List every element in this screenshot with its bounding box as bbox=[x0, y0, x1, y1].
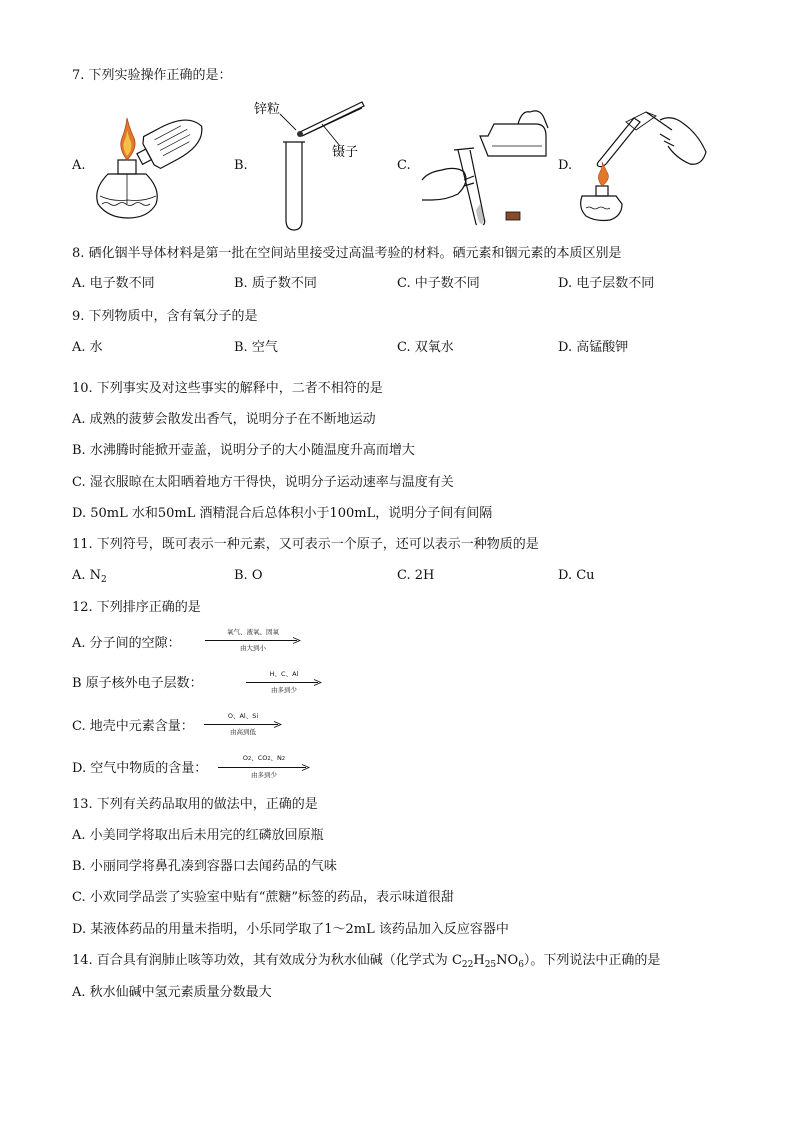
q12-stem: 12. 下列排序正确的是 bbox=[72, 600, 201, 615]
q8-option-a: A. 电子数不同 bbox=[72, 276, 155, 291]
q7-label-a: A. bbox=[72, 158, 86, 173]
q14-stem: 14. 百合具有润肺止咳等功效，其有效成分为秋水仙碱（化学式为 $C_{22}H_{25}NO_6$）。下列说法中正确的是 bbox=[72, 953, 661, 970]
q7-label-d: D. bbox=[558, 158, 573, 173]
q12-option-a-arrow: 氧气、液氧、固氧 由大到小 bbox=[205, 628, 301, 653]
q12-option-b-label: B 原子核外电子层数： bbox=[72, 676, 203, 691]
q9-stem: 9. 下列物质中，含有氧分子的是 bbox=[72, 309, 258, 324]
q11-option-d: D. Cu bbox=[558, 568, 595, 583]
q12-option-d-arrow: O2、CO2、N2 由多到少 bbox=[218, 754, 310, 780]
figure-c-pouring-liquid-icon bbox=[418, 100, 563, 225]
q7-label-b: B. bbox=[234, 158, 248, 173]
q9-option-d: D. 高锰酸钾 bbox=[558, 340, 629, 355]
q11-option-b: B. O bbox=[234, 568, 263, 583]
q12-option-a-label: A. 分子间的空隙： bbox=[72, 636, 181, 651]
q14-option-a: A. 秋水仙碱中氢元素质量分数最大 bbox=[72, 985, 272, 1000]
q8-option-c: C. 中子数不同 bbox=[397, 276, 480, 291]
q9-option-c: C. 双氧水 bbox=[397, 340, 454, 355]
q11-option-a: A. $N_2$ bbox=[72, 568, 107, 585]
q13-stem: 13. 下列有关药品取用的做法中，正确的是 bbox=[72, 797, 318, 812]
figure-b-test-tube-tweezers-icon bbox=[250, 96, 380, 236]
figure-a-alcohol-lamp-icon bbox=[88, 104, 213, 224]
q10-option-a: A. 成熟的菠萝会散发出香气，说明分子在不断地运动 bbox=[72, 412, 376, 427]
q13-option-d: D. 某液体药品的用量未指明，小乐同学取了1～2mL 该药品加入反应容器中 bbox=[72, 922, 509, 937]
q7-label-c: C. bbox=[397, 158, 411, 173]
q13-option-c: C. 小欢同学品尝了实验室中贴有“蔗糖”标签的药品，表示味道很甜 bbox=[72, 890, 455, 905]
q7-stem: 7. 下列实验操作正确的是： bbox=[72, 68, 232, 83]
q8-stem: 8. 硒化铟半导体材料是第一批在空间站里接受过高温考验的材料。硒元素和铟元素的本质区别是 bbox=[72, 246, 622, 261]
q9-option-b: B. 空气 bbox=[234, 340, 278, 355]
q12-option-c-label: C. 地壳中元素含量： bbox=[72, 719, 194, 734]
q13-option-b: B. 小丽同学将鼻孔凑到容器口去闻药品的气味 bbox=[72, 859, 337, 874]
q11-option-c: C. 2H bbox=[397, 568, 435, 583]
fig-b-tweezers-label: 镊子 bbox=[332, 145, 359, 160]
q12-option-d-label: D. 空气中物质的含量： bbox=[72, 761, 208, 776]
q8-option-d: D. 电子层数不同 bbox=[558, 276, 655, 291]
q9-option-a: A. 水 bbox=[72, 340, 103, 355]
q13-option-a: A. 小美同学将取出后未用完的红磷放回原瓶 bbox=[72, 828, 324, 843]
q12-option-c-arrow: O、Al、Si 由高到低 bbox=[204, 712, 282, 737]
q8-option-b: B. 质子数不同 bbox=[234, 276, 317, 291]
q12-option-b-arrow: H、C、Al 由多到少 bbox=[246, 670, 322, 695]
q10-option-d: D. 50mL 水和50mL 酒精混合后总体积小于100mL，说明分子间有间隔 bbox=[72, 506, 493, 521]
figure-d-heating-test-tube-icon bbox=[576, 100, 716, 225]
fig-b-zinc-label: 锌粒 bbox=[254, 102, 281, 117]
q10-option-c: C. 湿衣服晾在太阳晒着地方干得快，说明分子运动速率与温度有关 bbox=[72, 475, 454, 490]
q10-stem: 10. 下列事实及对这些事实的解释中，二者不相符的是 bbox=[72, 381, 383, 396]
q10-option-b: B. 水沸腾时能掀开壶盖，说明分子的大小随温度升高而增大 bbox=[72, 443, 415, 458]
q11-stem: 11. 下列符号，既可表示一种元素，又可表示一个原子，还可以表示一种物质的是 bbox=[72, 537, 539, 552]
